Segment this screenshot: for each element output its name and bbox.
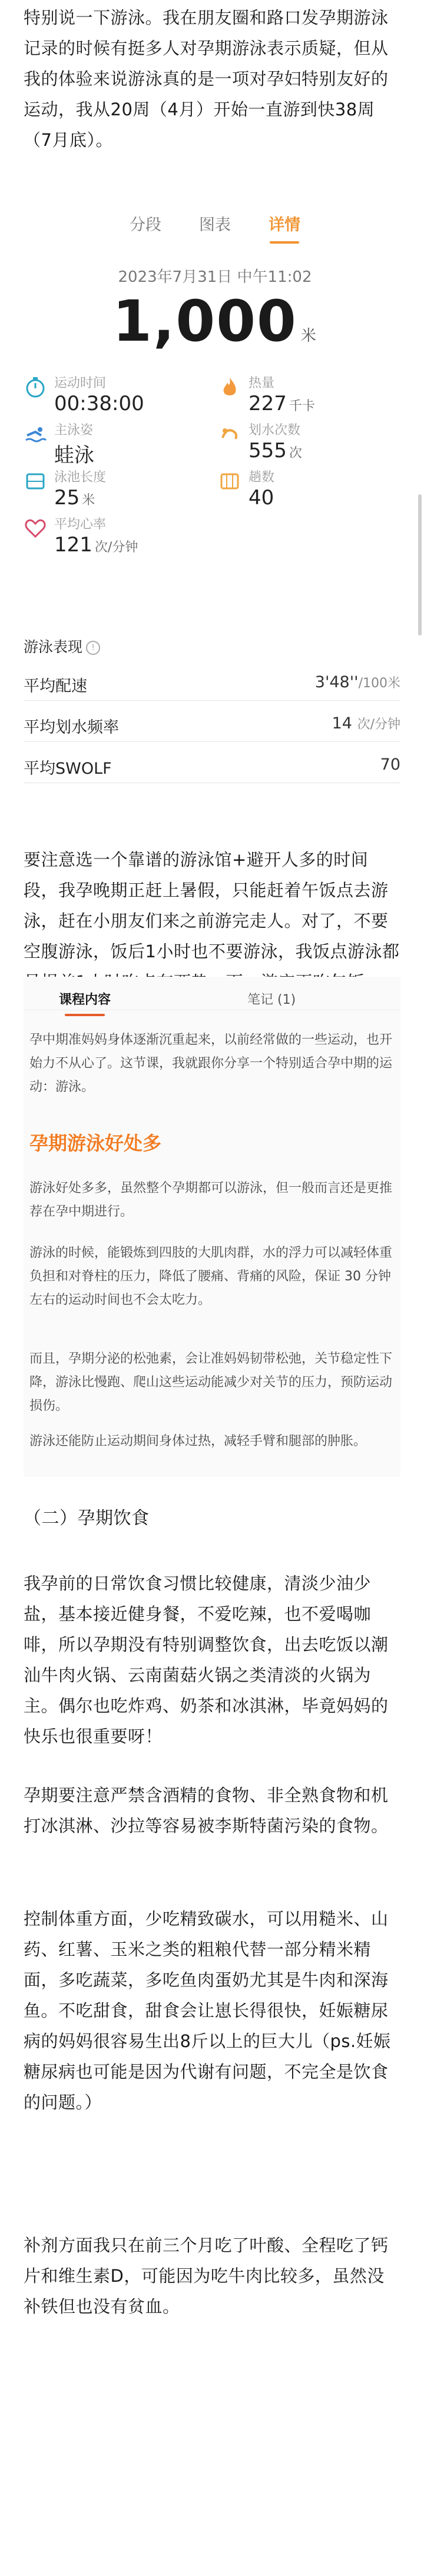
paragraph-diet-avoid: 孕期要注意严禁含酒精的食物、非全熟食物和机打冰淇淋、沙拉等容易被李斯特菌污染的食物。 [24,1785,389,1836]
tab-segments[interactable]: 分段 [130,216,161,234]
course-intro: 孕中期准妈妈身体逐渐沉重起来，以前经常做的一些运动，也开始力不从心了。这节课，我就跟你分享一个特别适合孕中期的运动：游泳。 [29,1033,393,1094]
info-icon[interactable]: ! [86,641,100,655]
course-tabs [24,977,400,1010]
swimmer-icon [24,422,47,446]
metric-label: 平均心率 [54,517,107,532]
distance-value: 1,000 [112,288,297,354]
section-title: （二）孕期饮食 [24,1508,150,1529]
course-heading: 孕期游泳好处多 [29,1132,162,1154]
metric-stroke-type [24,418,188,471]
paragraph-supplements: 补剂方面我只在前三个月吃了叶酸、全程吃了钙片和维生素D，可能因为吃牛肉比较多，虽然没补铁但也没有贫血。 [24,2235,389,2317]
laps-icon [218,470,241,493]
course-paragraph: 游泳还能防止运动期间身体过热，减轻手臂和腿部的肿胀。 [29,1434,367,1449]
metric-value: 555 次 [249,439,302,462]
row-value: 3'48''/100米 [314,673,400,691]
total-distance [24,288,406,354]
row-label: 平均配速 [24,677,87,695]
performance-title: 游泳表现 ! [24,635,100,657]
swim-record-card [24,177,406,824]
paragraph-venue-tips: 要注意选一个靠谱的游泳馆+避开人多的时间段，我孕晚期正赶上暑假，只能赶着午饭点去游泳，赶在小朋友们来之前游完走人。对了，不要空腹游泳，饭后1小时也不要游泳，我饭点游泳都 [24,850,400,961]
metric-duration [24,371,188,424]
flame-icon [218,375,241,399]
metric-pool-length [24,465,188,518]
tab-course-content[interactable]: 课程内容 [59,990,111,1008]
metric-label: 主泳姿 [54,423,94,438]
metric-label: 泳池长度 [54,470,107,485]
metric-value: 40 [249,486,274,510]
performance-row [24,706,400,742]
paragraph-weight-control: 控制体重方面，少吃精致碳水，可以用糙米、山药、红薯、玉米之类的粗粮代替一部分精米精面，多吃蔬菜，多吃鱼肉蛋奶尤其是牛肉和深海鱼。不吃甜食，甜食会让崽长得很快，妊娠糖尿病的妈妈很容易生出8斤以上的巨大儿（ps.妊娠糖尿病也可能是因为代谢有问题，不完全是饮食的问题。） [24,1909,391,2112]
stroke-icon [218,422,241,446]
swim-record-tabs [24,212,406,245]
course-screenshot [24,977,400,1477]
pool-length-icon [24,470,47,493]
metric-label: 运动时间 [54,376,107,391]
course-paragraph: 而且，孕期分泌的松弛素，会让准妈妈韧带松弛，关节稳定性下降，游泳比慢跑、爬山这些运动能减少对关节的压力，预防运动损伤。 [29,1352,393,1413]
metric-label: 热量 [249,376,275,391]
metric-stroke-count [218,418,383,471]
metric-value: 25 米 [54,486,95,510]
row-value: 14 次/分钟 [332,714,400,733]
intro-paragraph: 特别说一下游泳。我在朋友圈和路口发孕期游泳记录的时候有挺多人对孕期游泳表示质疑，但从我的体验来说游泳真的是一项对孕妇特别友好的运动，我从20周（4月）开始一直游到快38周（7月底）。 [24,8,389,150]
heart-icon [24,517,47,540]
performance-row [24,747,400,783]
metric-laps [218,465,383,518]
row-value: 70 [380,756,400,774]
metric-label: 趟数 [249,470,275,485]
metric-value: 227 千卡 [249,392,315,415]
tab-charts[interactable]: 图表 [199,216,231,234]
stopwatch-icon [24,375,47,399]
scrollbar[interactable] [418,494,422,635]
row-label: 平均划水频率 [24,718,119,737]
metric-heart-rate [24,512,188,565]
performance-row [24,665,400,701]
metric-calories [218,371,383,424]
metric-label: 划水次数 [249,423,301,438]
row-label: 平均SWOLF [24,760,112,778]
course-paragraph: 游泳的时候，能锻炼到四肢的大肌肉群，水的浮力可以减轻体重负担和对脊柱的压力，降低了腰痛、背痛的风险，保证 30 分钟左右的运动时间也不会太吃力。 [29,1246,393,1307]
metric-value: 121 次/分钟 [54,533,138,557]
paragraph-diet-habits: 我孕前的日常饮食习惯比较健康，清淡少油少盐，基本接近健身餐，不爱吃辣，也不爱喝咖啡，所以孕期没有特别调整饮食，出去吃饭以潮汕牛肉火锅、云南菌菇火锅之类清淡的火锅为主。偶尔也吃炸鸡、奶茶和冰淇淋，毕竟妈妈的快乐也很重要呀！ [24,1573,389,1746]
metric-value: 蛙泳 [54,444,94,467]
metric-value: 00:38:00 [54,392,144,415]
course-paragraph: 游泳好处多多，虽然整个孕期都可以游泳，但一般而言还是更推荐在孕中期进行。 [29,1181,393,1219]
distance-unit: 米 [300,327,317,345]
record-datetime: 2023年7月31日 中午11:02 [118,268,312,286]
tab-notes[interactable]: 笔记 (1) [247,993,296,1007]
tab-details[interactable]: 详情 [266,212,303,245]
